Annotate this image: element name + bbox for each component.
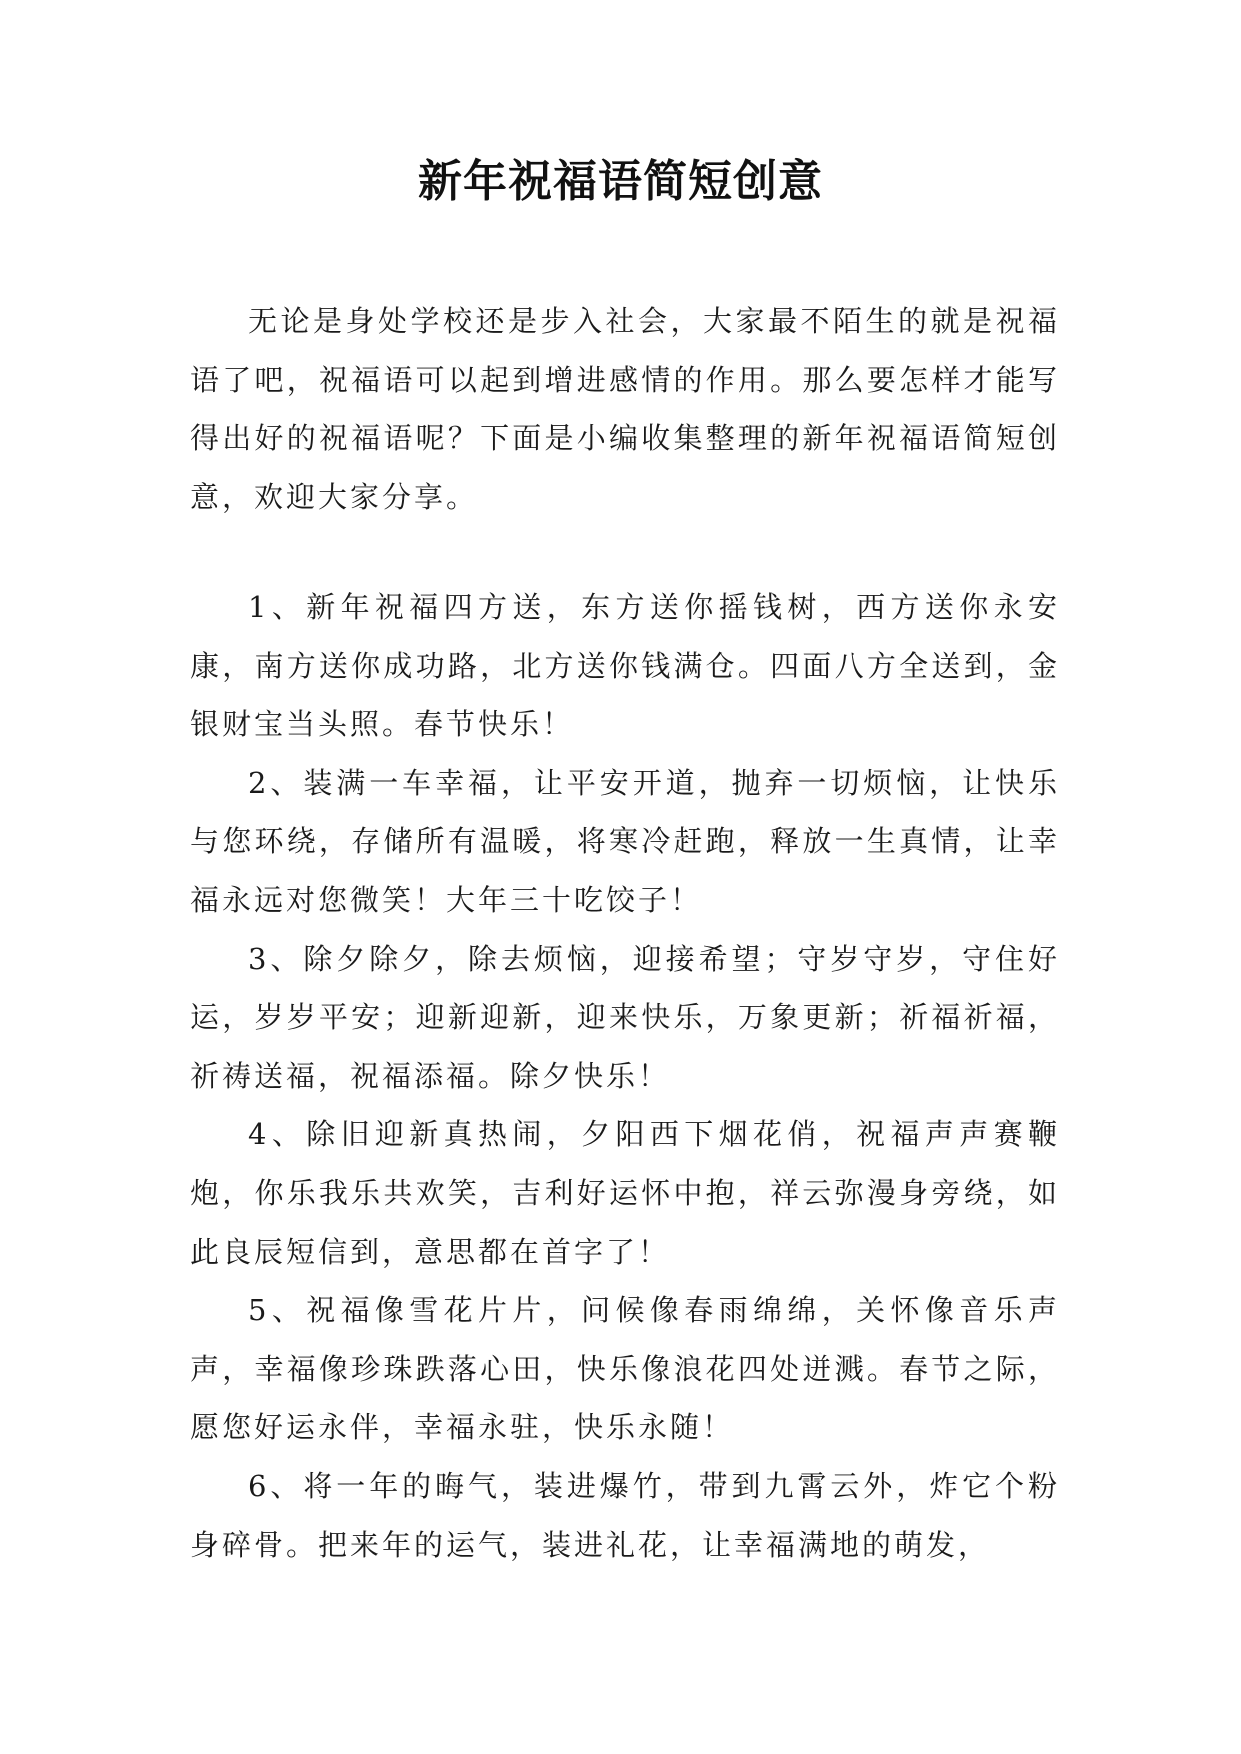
greetings-list xyxy=(190,578,1060,1574)
greeting-item-1: 1、新年祝福四方送，东方送你摇钱树，西方送你永安康，南方送你成功路，北方送你钱满仓。四面八方全送到，金银财宝当头照。春节快乐！ xyxy=(190,590,1060,742)
intro-section xyxy=(190,292,1060,526)
greeting-item-6: 6、将一年的晦气，装进爆竹，带到九霄云外，炸它个粉身碎骨。把来年的运气，装进礼花，让幸福满地的萌发， xyxy=(190,1468,1060,1562)
greeting-item-5: 5、祝福像雪花片片，问候像春雨绵绵，关怀像音乐声声，幸福像珍珠跌落心田，快乐像浪花四处迸溅。春节之际，愿您好运永伴，幸福永驻，快乐永随！ xyxy=(190,1293,1060,1445)
greeting-item-2: 2、装满一车幸福，让平安开道，抛弃一切烦恼，让快乐与您环绕，存储所有温暖，将寒冷赶跑，释放一生真情，让幸福永远对您微笑！大年三十吃饺子！ xyxy=(190,765,1060,917)
intro-paragraph: 无论是身处学校还是步入社会，大家最不陌生的就是祝福语了吧，祝福语可以起到增进感情的作用。那么要怎样才能写得出好的祝福语呢？下面是小编收集整理的新年祝福语简短创意，欢迎大家分享。 xyxy=(190,304,1060,514)
greeting-item-3: 3、除夕除夕，除去烦恼，迎接希望；守岁守岁，守住好运，岁岁平安；迎新迎新，迎来快乐，万象更新；祈福祈福，祈祷送福，祝福添福。除夕快乐！ xyxy=(190,941,1060,1093)
document-title: 新年祝福语简短创意 xyxy=(418,156,823,207)
greeting-item-4: 4、除旧迎新真热闹，夕阳西下烟花俏，祝福声声赛鞭炮，你乐我乐共欢笑，吉利好运怀中抱，祥云弥漫身旁绕，如此良辰短信到，意思都在首字了！ xyxy=(190,1117,1060,1269)
